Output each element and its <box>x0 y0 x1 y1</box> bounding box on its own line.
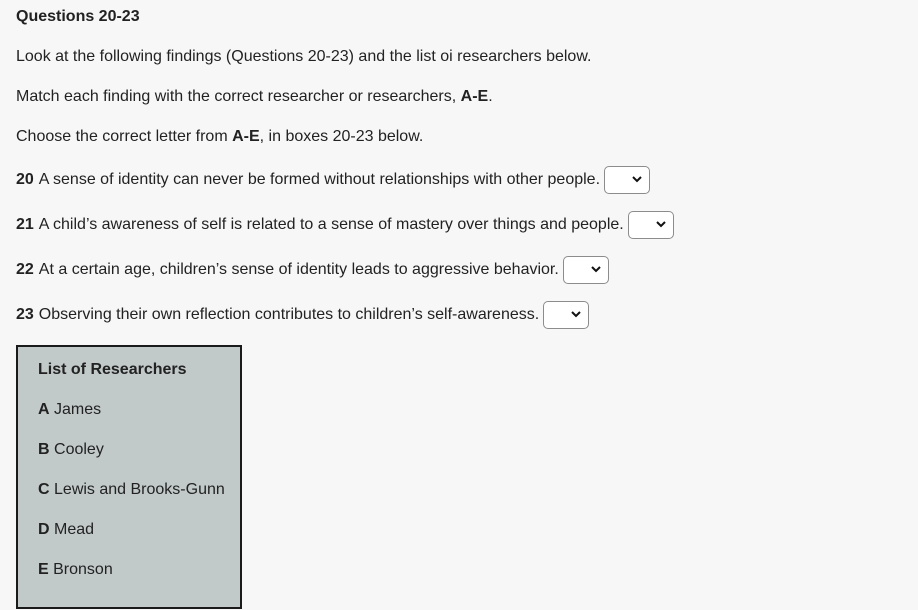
chevron-down-icon <box>590 263 602 275</box>
answer-dropdown-21[interactable] <box>628 211 674 239</box>
chevron-down-icon <box>631 173 643 185</box>
researchers-list-title: List of Researchers <box>38 361 187 378</box>
answer-dropdown-20[interactable] <box>604 166 650 194</box>
researcher-item-a <box>38 401 101 419</box>
question-number: 20 <box>16 171 34 188</box>
chevron-down-icon <box>570 308 582 320</box>
instruction-line-3-range: A-E <box>232 128 260 145</box>
instruction-line-3 <box>16 128 423 146</box>
section-title: Questions 20-23 <box>16 8 140 25</box>
question-text: A sense of identity can never be formed without relationships with other people. <box>38 171 601 188</box>
researcher-letter: D <box>38 521 50 538</box>
researcher-name: Mead <box>54 521 95 538</box>
researcher-item-b <box>38 441 104 459</box>
researcher-letter: A <box>38 401 50 418</box>
instruction-line-3-text: Choose the correct letter from <box>16 128 233 145</box>
answer-dropdown-22[interactable] <box>563 256 609 284</box>
instruction-line-1: Look at the following findings (Questions 20-23) and the list oi researchers below. <box>16 48 592 65</box>
researcher-item-d <box>38 521 94 539</box>
question-number: 21 <box>16 216 34 233</box>
instruction-line-2-range: A-E <box>460 88 489 105</box>
instruction-line-2 <box>16 88 493 106</box>
researcher-letter: B <box>38 441 50 458</box>
question-text: Observing their own reflection contributes to children’s self-awareness. <box>38 306 540 323</box>
question-text: At a certain age, children’s sense of identity leads to aggressive behavior. <box>38 261 559 278</box>
question-number: 22 <box>16 261 34 278</box>
question-row-23 <box>16 300 589 330</box>
chevron-down-icon <box>655 218 667 230</box>
researcher-name: Cooley <box>54 441 104 458</box>
question-number: 23 <box>16 306 34 323</box>
instruction-line-2-text: Match each finding with the correct researcher or researchers, <box>16 88 461 105</box>
researcher-item-e <box>38 561 113 579</box>
question-row-22 <box>16 255 609 285</box>
question-text: A child’s awareness of self is related to a sense of mastery over things and people. <box>38 216 624 233</box>
question-row-20 <box>16 165 650 195</box>
question-row-21 <box>16 210 674 240</box>
instruction-line-2-end: . <box>488 88 493 105</box>
researcher-letter: E <box>38 561 49 578</box>
researcher-item-c <box>38 481 225 499</box>
researcher-name: Lewis and Brooks-Gunn <box>54 481 225 498</box>
answer-dropdown-23[interactable] <box>543 301 589 329</box>
researcher-name: James <box>54 401 102 418</box>
instruction-line-3-end: , in boxes 20-23 below. <box>259 128 424 145</box>
researcher-letter: C <box>38 481 50 498</box>
researchers-list-box <box>16 345 242 609</box>
researcher-name: Bronson <box>53 561 113 578</box>
